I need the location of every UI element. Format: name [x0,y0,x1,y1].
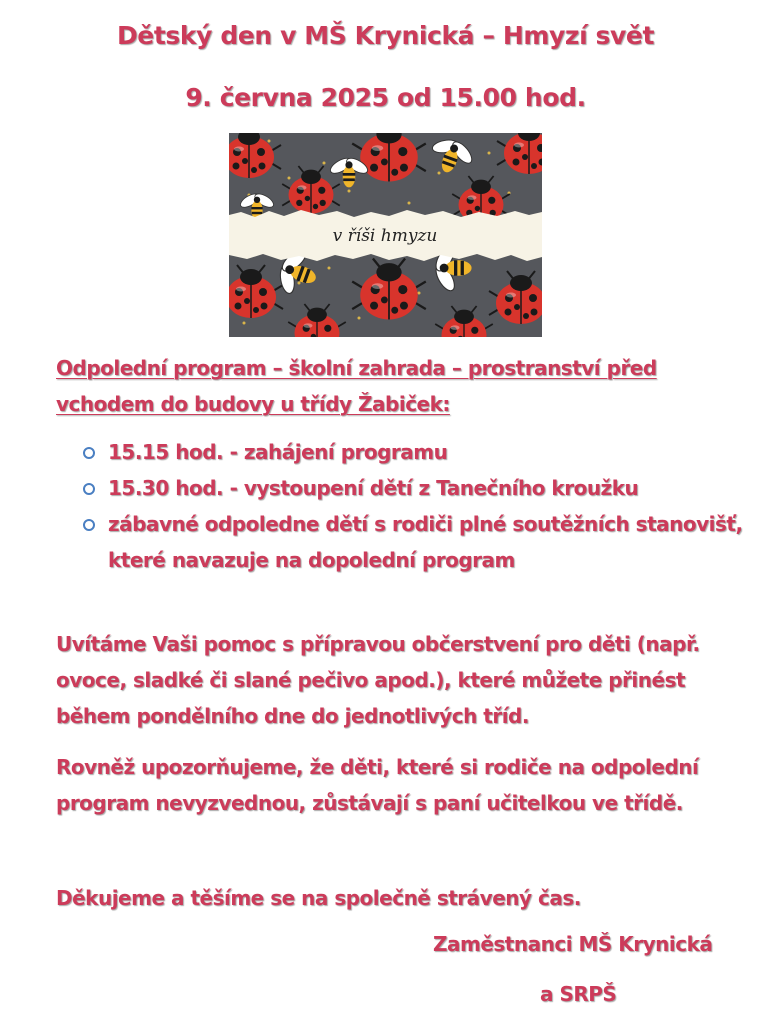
list-item [56,506,746,578]
page-title: Dětský den v MŠ Krynická – Hmyzí svět [116,21,655,50]
program-heading: Odpolední program – školní zahrada – prostranství před vchodem do budovy u třídy Žabiček: [56,356,657,416]
thanks-line: Děkujeme a těšíme se na společně strávený čas. [56,886,581,910]
list-item-text: 15.15 hod. - zahájení programu [108,440,448,464]
list-item [56,434,746,470]
circle-bullet-icon [83,519,95,531]
program-list [56,434,746,578]
list-item-text: 15.30 hod. - vystoupení dětí z Tanečního kroužku [108,476,639,500]
pickup-notice-paragraph: Rovněž upozorňujeme, že děti, které si rodiče na odpolední program nevyzvednou, zůstávají s paní učitelkou ve třídě. [56,755,699,815]
list-item [56,470,746,506]
circle-bullet-icon [83,447,95,459]
banner-caption: v říši hmyzu [332,226,438,246]
circle-bullet-icon [83,483,95,495]
insect-banner-image [229,133,542,337]
list-item-text: zábavné odpoledne dětí s rodiči plné soutěžních stanovišť, které navazuje na dopolední program [108,512,743,572]
event-date: 9. června 2025 od 15.00 hod. [185,83,586,112]
signature-staff: Zaměstnanci MŠ Krynická [433,932,713,956]
signature-association: a SRPŠ [540,982,617,1006]
refreshment-paragraph: Uvítáme Vaši pomoc s přípravou občerstvení pro děti (např. ovoce, sladké či slané pečivo apod.), které můžete přinést během pondělního dne do jednotlivých tříd. [56,632,700,728]
